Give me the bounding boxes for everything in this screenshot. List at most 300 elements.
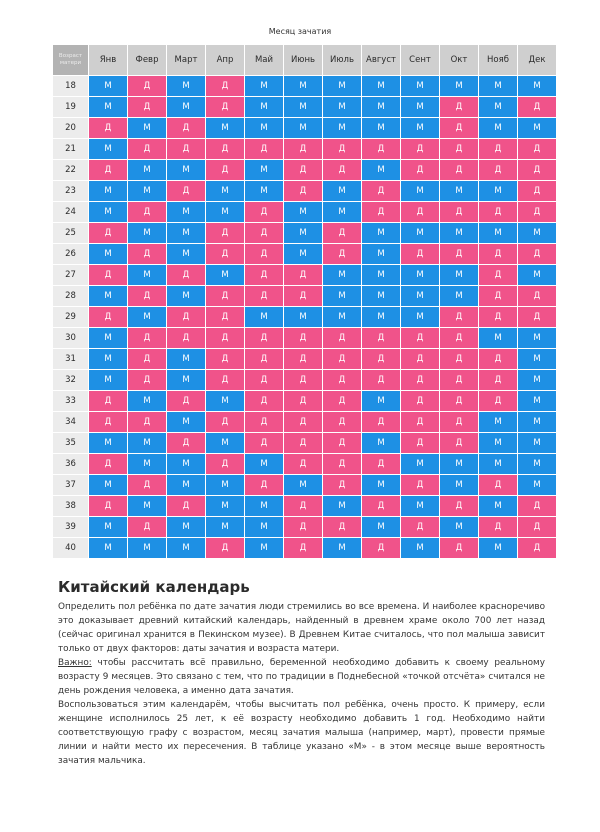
cell-girl: Д bbox=[284, 412, 323, 433]
age-cell: 29 bbox=[53, 307, 89, 328]
age-cell: 32 bbox=[53, 370, 89, 391]
cell-boy: М bbox=[167, 517, 206, 538]
cell-boy: М bbox=[245, 76, 284, 97]
table-row bbox=[53, 517, 557, 538]
cell-girl: Д bbox=[323, 223, 362, 244]
cell-boy: М bbox=[128, 538, 167, 559]
cell-girl: Д bbox=[440, 496, 479, 517]
cell-girl: Д bbox=[245, 328, 284, 349]
cell-boy: М bbox=[284, 475, 323, 496]
cell-boy: М bbox=[89, 517, 128, 538]
age-cell: 35 bbox=[53, 433, 89, 454]
table-row bbox=[53, 286, 557, 307]
cell-boy: М bbox=[401, 496, 440, 517]
cell-girl: Д bbox=[206, 223, 245, 244]
article bbox=[58, 578, 545, 768]
month-header: Дек bbox=[518, 45, 557, 76]
calendar-body bbox=[53, 76, 557, 559]
age-cell: 39 bbox=[53, 517, 89, 538]
cell-boy: М bbox=[323, 202, 362, 223]
age-cell: 27 bbox=[53, 265, 89, 286]
cell-boy: М bbox=[323, 307, 362, 328]
cell-boy: М bbox=[440, 475, 479, 496]
cell-girl: Д bbox=[362, 412, 401, 433]
cell-girl: Д bbox=[128, 97, 167, 118]
table-row bbox=[53, 307, 557, 328]
cell-boy: М bbox=[401, 181, 440, 202]
cell-girl: Д bbox=[518, 139, 557, 160]
cell-girl: Д bbox=[440, 349, 479, 370]
table-row bbox=[53, 181, 557, 202]
cell-girl: Д bbox=[479, 265, 518, 286]
table-title: Месяц зачатия bbox=[268, 27, 332, 36]
cell-girl: Д bbox=[479, 139, 518, 160]
cell-girl: Д bbox=[284, 139, 323, 160]
cell-girl: Д bbox=[245, 391, 284, 412]
cell-girl: Д bbox=[128, 328, 167, 349]
cell-girl: Д bbox=[245, 244, 284, 265]
cell-boy: М bbox=[245, 118, 284, 139]
cell-girl: Д bbox=[284, 433, 323, 454]
table-row bbox=[53, 454, 557, 475]
cell-girl: Д bbox=[206, 307, 245, 328]
cell-boy: М bbox=[518, 433, 557, 454]
article-heading: Китайский календарь bbox=[58, 578, 250, 596]
cell-boy: М bbox=[128, 181, 167, 202]
cell-boy: М bbox=[440, 76, 479, 97]
cell-boy: М bbox=[440, 265, 479, 286]
cell-girl: Д bbox=[440, 97, 479, 118]
month-header: Март bbox=[167, 45, 206, 76]
cell-boy: М bbox=[89, 76, 128, 97]
cell-girl: Д bbox=[440, 244, 479, 265]
cell-girl: Д bbox=[479, 517, 518, 538]
header-row bbox=[53, 45, 557, 76]
cell-boy: М bbox=[167, 349, 206, 370]
cell-girl: Д bbox=[128, 244, 167, 265]
cell-girl: Д bbox=[479, 244, 518, 265]
cell-girl: Д bbox=[323, 412, 362, 433]
cell-boy: М bbox=[518, 265, 557, 286]
cell-boy: М bbox=[89, 433, 128, 454]
note-text: чтобы рассчитать всё правильно, беременной необходимо добавить к своему реальному возрасту 9 месяцев. Это связано с тем, что по традиции в Поднебесной «точкой отсчёта» считался не день рождения человека, а именно дата зачатия. bbox=[58, 658, 545, 696]
cell-boy: М bbox=[518, 223, 557, 244]
cell-boy: М bbox=[89, 328, 128, 349]
cell-girl: Д bbox=[401, 370, 440, 391]
cell-girl: Д bbox=[518, 97, 557, 118]
cell-boy: М bbox=[479, 433, 518, 454]
cell-girl: Д bbox=[401, 202, 440, 223]
month-header: Июнь bbox=[284, 45, 323, 76]
cell-girl: Д bbox=[167, 391, 206, 412]
cell-boy: М bbox=[479, 223, 518, 244]
cell-boy: М bbox=[479, 181, 518, 202]
cell-girl: Д bbox=[440, 391, 479, 412]
table-row bbox=[53, 412, 557, 433]
cell-boy: М bbox=[518, 412, 557, 433]
article-paragraph-intro: Определить пол ребёнка по дате зачатия люди стремились во все времена. И наиболее красноречиво это доказывает древний китайский календарь, найденный в древнем храме около 700 лет назад (сейчас оригинал хранится в Пекинском музее). В Древнем Китае считалось, что пол малыша зависит только от двух факторов: даты зачатия и возраста матери. bbox=[58, 602, 545, 654]
cell-girl: Д bbox=[284, 517, 323, 538]
cell-boy: М bbox=[440, 223, 479, 244]
cell-girl: Д bbox=[206, 76, 245, 97]
cell-girl: Д bbox=[323, 475, 362, 496]
age-cell: 37 bbox=[53, 475, 89, 496]
cell-boy: М bbox=[518, 349, 557, 370]
cell-girl: Д bbox=[362, 454, 401, 475]
cell-boy: М bbox=[167, 202, 206, 223]
month-header: Сент bbox=[401, 45, 440, 76]
cell-boy: М bbox=[479, 97, 518, 118]
cell-girl: Д bbox=[518, 517, 557, 538]
cell-girl: Д bbox=[362, 202, 401, 223]
cell-girl: Д bbox=[440, 307, 479, 328]
cell-boy: М bbox=[401, 307, 440, 328]
cell-girl: Д bbox=[245, 223, 284, 244]
table-row bbox=[53, 265, 557, 286]
cell-girl: Д bbox=[479, 391, 518, 412]
cell-girl: Д bbox=[362, 370, 401, 391]
age-cell: 26 bbox=[53, 244, 89, 265]
cell-girl: Д bbox=[284, 265, 323, 286]
cell-boy: М bbox=[362, 97, 401, 118]
cell-boy: М bbox=[128, 433, 167, 454]
cell-girl: Д bbox=[401, 433, 440, 454]
cell-girl: Д bbox=[89, 307, 128, 328]
cell-boy: М bbox=[362, 76, 401, 97]
cell-girl: Д bbox=[401, 328, 440, 349]
cell-boy: М bbox=[284, 244, 323, 265]
cell-girl: Д bbox=[323, 433, 362, 454]
cell-girl: Д bbox=[245, 370, 284, 391]
cell-boy: М bbox=[89, 475, 128, 496]
cell-boy: М bbox=[479, 76, 518, 97]
cell-girl: Д bbox=[206, 286, 245, 307]
cell-boy: М bbox=[401, 118, 440, 139]
cell-girl: Д bbox=[323, 391, 362, 412]
cell-boy: М bbox=[362, 286, 401, 307]
age-cell: 28 bbox=[53, 286, 89, 307]
table-row bbox=[53, 433, 557, 454]
cell-boy: М bbox=[89, 181, 128, 202]
table-row bbox=[53, 328, 557, 349]
cell-girl: Д bbox=[167, 181, 206, 202]
cell-girl: Д bbox=[323, 517, 362, 538]
cell-girl: Д bbox=[362, 349, 401, 370]
cell-boy: М bbox=[479, 538, 518, 559]
cell-girl: Д bbox=[245, 433, 284, 454]
cell-girl: Д bbox=[128, 286, 167, 307]
cell-boy: М bbox=[245, 307, 284, 328]
cell-girl: Д bbox=[206, 97, 245, 118]
cell-boy: М bbox=[518, 328, 557, 349]
cell-girl: Д bbox=[89, 496, 128, 517]
cell-girl: Д bbox=[206, 412, 245, 433]
cell-girl: Д bbox=[89, 160, 128, 181]
table-row bbox=[53, 118, 557, 139]
cell-girl: Д bbox=[323, 139, 362, 160]
cell-girl: Д bbox=[440, 538, 479, 559]
age-cell: 19 bbox=[53, 97, 89, 118]
cell-girl: Д bbox=[401, 475, 440, 496]
cell-boy: М bbox=[206, 496, 245, 517]
cell-boy: М bbox=[284, 223, 323, 244]
cell-girl: Д bbox=[440, 139, 479, 160]
cell-boy: М bbox=[206, 475, 245, 496]
cell-boy: М bbox=[206, 181, 245, 202]
cell-boy: М bbox=[89, 97, 128, 118]
cell-boy: М bbox=[89, 349, 128, 370]
table-row bbox=[53, 244, 557, 265]
cell-boy: М bbox=[284, 76, 323, 97]
cell-boy: М bbox=[323, 538, 362, 559]
cell-girl: Д bbox=[362, 496, 401, 517]
cell-boy: М bbox=[167, 370, 206, 391]
cell-boy: М bbox=[362, 307, 401, 328]
cell-girl: Д bbox=[245, 349, 284, 370]
note-label: Важно: bbox=[58, 658, 92, 668]
cell-girl: Д bbox=[323, 370, 362, 391]
cell-girl: Д bbox=[518, 307, 557, 328]
cell-boy: М bbox=[479, 412, 518, 433]
cell-girl: Д bbox=[284, 391, 323, 412]
cell-girl: Д bbox=[167, 265, 206, 286]
cell-girl: Д bbox=[362, 328, 401, 349]
cell-girl: Д bbox=[128, 517, 167, 538]
month-header: Нояб bbox=[479, 45, 518, 76]
cell-boy: М bbox=[284, 118, 323, 139]
cell-boy: М bbox=[518, 76, 557, 97]
cell-girl: Д bbox=[440, 433, 479, 454]
cell-boy: М bbox=[128, 223, 167, 244]
cell-girl: Д bbox=[518, 286, 557, 307]
cell-girl: Д bbox=[89, 391, 128, 412]
cell-boy: М bbox=[167, 454, 206, 475]
cell-boy: М bbox=[479, 118, 518, 139]
cell-boy: М bbox=[518, 118, 557, 139]
age-cell: 31 bbox=[53, 349, 89, 370]
month-header: Июль bbox=[323, 45, 362, 76]
cell-boy: М bbox=[518, 475, 557, 496]
month-header: Апр bbox=[206, 45, 245, 76]
corner-header-label: Возраст матери bbox=[53, 45, 89, 76]
cell-girl: Д bbox=[479, 349, 518, 370]
cell-boy: М bbox=[128, 307, 167, 328]
cell-girl: Д bbox=[401, 349, 440, 370]
table-row bbox=[53, 160, 557, 181]
cell-girl: Д bbox=[362, 181, 401, 202]
month-header: Май bbox=[245, 45, 284, 76]
table-row bbox=[53, 202, 557, 223]
cell-girl: Д bbox=[245, 475, 284, 496]
cell-girl: Д bbox=[479, 160, 518, 181]
cell-girl: Д bbox=[206, 160, 245, 181]
cell-girl: Д bbox=[440, 118, 479, 139]
cell-girl: Д bbox=[206, 454, 245, 475]
table-row bbox=[53, 370, 557, 391]
cell-girl: Д bbox=[245, 286, 284, 307]
cell-girl: Д bbox=[323, 328, 362, 349]
cell-boy: М bbox=[167, 538, 206, 559]
table-row bbox=[53, 349, 557, 370]
cell-boy: М bbox=[401, 454, 440, 475]
cell-boy: М bbox=[479, 496, 518, 517]
cell-girl: Д bbox=[401, 244, 440, 265]
cell-boy: М bbox=[128, 265, 167, 286]
cell-girl: Д bbox=[284, 454, 323, 475]
cell-girl: Д bbox=[89, 118, 128, 139]
cell-boy: М bbox=[401, 265, 440, 286]
cell-girl: Д bbox=[518, 160, 557, 181]
cell-boy: М bbox=[362, 244, 401, 265]
cell-girl: Д bbox=[284, 328, 323, 349]
cell-boy: М bbox=[167, 244, 206, 265]
cell-boy: М bbox=[401, 97, 440, 118]
month-header: Окт bbox=[440, 45, 479, 76]
table-row bbox=[53, 76, 557, 97]
cell-boy: М bbox=[362, 223, 401, 244]
cell-boy: М bbox=[362, 433, 401, 454]
age-cell: 34 bbox=[53, 412, 89, 433]
table-row bbox=[53, 223, 557, 244]
cell-girl: Д bbox=[206, 538, 245, 559]
month-header: Янв bbox=[89, 45, 128, 76]
age-cell: 23 bbox=[53, 181, 89, 202]
cell-girl: Д bbox=[518, 496, 557, 517]
cell-girl: Д bbox=[284, 181, 323, 202]
cell-boy: М bbox=[401, 286, 440, 307]
age-cell: 40 bbox=[53, 538, 89, 559]
cell-boy: М bbox=[128, 160, 167, 181]
cell-boy: М bbox=[440, 517, 479, 538]
cell-girl: Д bbox=[128, 76, 167, 97]
cell-girl: Д bbox=[284, 349, 323, 370]
age-cell: 20 bbox=[53, 118, 89, 139]
cell-boy: М bbox=[206, 265, 245, 286]
cell-girl: Д bbox=[167, 139, 206, 160]
cell-girl: Д bbox=[128, 139, 167, 160]
age-cell: 36 bbox=[53, 454, 89, 475]
table-row bbox=[53, 391, 557, 412]
cell-girl: Д bbox=[128, 412, 167, 433]
cell-girl: Д bbox=[167, 118, 206, 139]
cell-boy: М bbox=[89, 139, 128, 160]
age-cell: 25 bbox=[53, 223, 89, 244]
article-paragraph-howto: Воспользоваться этим календарём, чтобы высчитать пол ребёнка, очень просто. К примеру, если женщине исполнилось 25 лет, к её возрасту необходимо добавить 1 год. Необходимо найти соответствующую графу с возрастом, месяц зачатия малыша (например, март), провести прямые линии и найти место их пересечения. В таблице указано «М» - в этом месяце выше вероятность зачатия мальчика. bbox=[58, 700, 545, 766]
cell-girl: Д bbox=[479, 307, 518, 328]
cell-boy: М bbox=[323, 118, 362, 139]
cell-boy: М bbox=[128, 391, 167, 412]
age-cell: 21 bbox=[53, 139, 89, 160]
cell-girl: Д bbox=[401, 412, 440, 433]
cell-girl: Д bbox=[323, 349, 362, 370]
cell-girl: Д bbox=[440, 160, 479, 181]
cell-boy: М bbox=[284, 97, 323, 118]
cell-boy: М bbox=[401, 538, 440, 559]
cell-boy: М bbox=[167, 286, 206, 307]
cell-boy: М bbox=[284, 307, 323, 328]
table-row bbox=[53, 97, 557, 118]
cell-boy: М bbox=[89, 202, 128, 223]
cell-boy: М bbox=[89, 244, 128, 265]
cell-boy: М bbox=[245, 496, 284, 517]
age-cell: 18 bbox=[53, 76, 89, 97]
cell-girl: Д bbox=[284, 496, 323, 517]
table-row bbox=[53, 475, 557, 496]
cell-boy: М bbox=[440, 181, 479, 202]
cell-boy: М bbox=[206, 433, 245, 454]
cell-boy: М bbox=[167, 223, 206, 244]
cell-girl: Д bbox=[128, 370, 167, 391]
cell-girl: Д bbox=[245, 139, 284, 160]
month-header: Февр bbox=[128, 45, 167, 76]
cell-girl: Д bbox=[284, 286, 323, 307]
cell-girl: Д bbox=[518, 538, 557, 559]
table-row bbox=[53, 538, 557, 559]
article-paragraph-note bbox=[58, 656, 545, 698]
cell-girl: Д bbox=[401, 139, 440, 160]
cell-boy: М bbox=[128, 496, 167, 517]
cell-boy: М bbox=[206, 202, 245, 223]
cell-girl: Д bbox=[479, 475, 518, 496]
cell-boy: М bbox=[128, 454, 167, 475]
cell-girl: Д bbox=[167, 328, 206, 349]
cell-girl: Д bbox=[89, 265, 128, 286]
cell-boy: М bbox=[518, 370, 557, 391]
cell-girl: Д bbox=[206, 370, 245, 391]
cell-boy: М bbox=[167, 97, 206, 118]
cell-boy: М bbox=[362, 265, 401, 286]
cell-boy: М bbox=[479, 454, 518, 475]
cell-girl: Д bbox=[245, 412, 284, 433]
age-cell: 33 bbox=[53, 391, 89, 412]
cell-girl: Д bbox=[206, 328, 245, 349]
cell-boy: М bbox=[362, 391, 401, 412]
cell-boy: М bbox=[167, 160, 206, 181]
table-row bbox=[53, 496, 557, 517]
cell-boy: М bbox=[323, 265, 362, 286]
cell-girl: Д bbox=[206, 349, 245, 370]
cell-girl: Д bbox=[362, 538, 401, 559]
cell-boy: М bbox=[284, 202, 323, 223]
cell-girl: Д bbox=[440, 202, 479, 223]
age-cell: 38 bbox=[53, 496, 89, 517]
cell-girl: Д bbox=[206, 244, 245, 265]
cell-boy: М bbox=[245, 160, 284, 181]
cell-girl: Д bbox=[167, 433, 206, 454]
cell-girl: Д bbox=[128, 349, 167, 370]
cell-girl: Д bbox=[518, 244, 557, 265]
cell-girl: Д bbox=[323, 160, 362, 181]
cell-boy: М bbox=[362, 160, 401, 181]
cell-girl: Д bbox=[323, 244, 362, 265]
cell-girl: Д bbox=[440, 328, 479, 349]
cell-boy: М bbox=[362, 475, 401, 496]
cell-boy: М bbox=[323, 76, 362, 97]
cell-girl: Д bbox=[440, 370, 479, 391]
cell-girl: Д bbox=[401, 391, 440, 412]
cell-girl: Д bbox=[167, 307, 206, 328]
cell-girl: Д bbox=[167, 496, 206, 517]
cell-boy: М bbox=[245, 538, 284, 559]
cell-girl: Д bbox=[401, 517, 440, 538]
conception-calendar-table bbox=[52, 44, 557, 559]
cell-girl: Д bbox=[401, 160, 440, 181]
cell-girl: Д bbox=[89, 454, 128, 475]
month-header: Август bbox=[362, 45, 401, 76]
cell-boy: М bbox=[323, 496, 362, 517]
cell-boy: М bbox=[323, 286, 362, 307]
cell-boy: М bbox=[401, 76, 440, 97]
